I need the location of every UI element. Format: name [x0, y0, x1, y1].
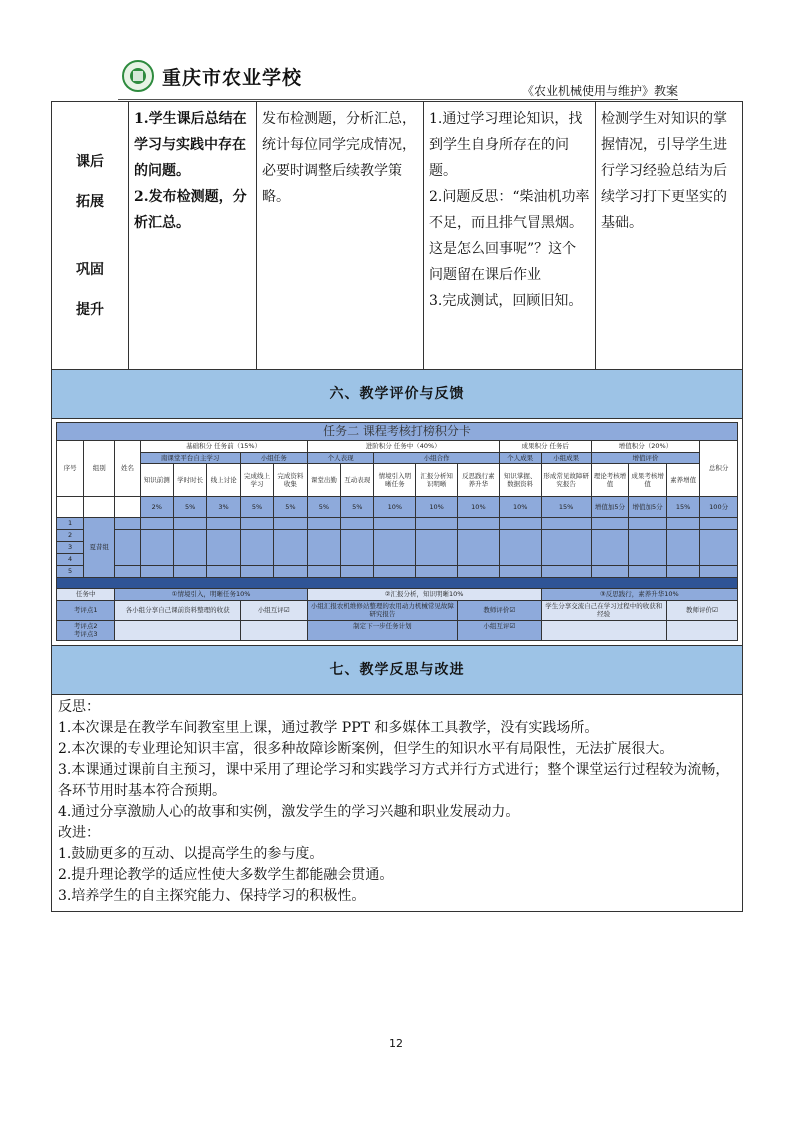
assess23-item: 小组互评☑	[458, 620, 542, 640]
divider-bar	[57, 578, 738, 589]
sub-header-self-study: 南课堂平台自主学习	[140, 452, 240, 464]
assess1-item: 教师评价☑	[458, 600, 542, 620]
group-header-basic: 基础积分 任务前（15%）	[140, 441, 307, 453]
weight-cell: 5%	[274, 497, 307, 518]
weight-cell: 3%	[207, 497, 240, 518]
course-title: 《农业机械使用与维护》教案	[521, 84, 678, 98]
weight-cell: 5%	[341, 497, 374, 518]
col-total: 总积分	[700, 441, 738, 497]
phase-1: ①情境引入，明晰任务10%	[115, 589, 307, 601]
group-header-value-added: 增值积分（20%）	[591, 441, 700, 453]
group-header-advanced: 进阶积分 任务中（40%）	[307, 441, 499, 453]
assessment-row-23	[57, 620, 738, 640]
item-col: 理论考核增值	[591, 464, 629, 497]
student-row: 5	[57, 566, 738, 578]
weight-cell: 10%	[499, 497, 541, 518]
col-index: 序号	[57, 441, 84, 497]
weight-cell: 增值加5分	[591, 497, 629, 518]
assess1-item: 学生分享交流自己在学习过程中的收获和经验	[541, 600, 666, 620]
item-col: 完成资料收集	[274, 464, 307, 497]
item-col: 情境引入明晰任务	[374, 464, 416, 497]
reflection-item: 2.本次课的专业理论知识丰富，很多种故障诊断案例，但学生的知识水平有局限性，无法扩展很大。	[58, 740, 674, 757]
student-row: 3	[57, 542, 738, 554]
header-rule	[118, 99, 678, 100]
page-number: 12	[389, 1037, 403, 1050]
weight-cell: 5%	[240, 497, 273, 518]
weights-row	[57, 497, 738, 518]
weight-cell: 10%	[374, 497, 416, 518]
sub-header-cooperation: 小组合作	[374, 452, 499, 464]
assess23-label: 考评点2 考评点3	[57, 620, 115, 640]
weight-cell: 15%	[541, 497, 591, 518]
student-row: 2	[57, 530, 738, 542]
sub-header-group-task: 小组任务	[240, 452, 307, 464]
item-col: 学时时长	[173, 464, 206, 497]
item-col: 知识前测	[140, 464, 173, 497]
teaching-content-cell: 1.学生课后总结在学习与实践中存在的问题。 2.发布检测题，分析汇总。	[129, 102, 257, 370]
phase-2: ②汇报分析，知识明晰10%	[307, 589, 541, 601]
col-name: 姓名	[115, 441, 140, 497]
section6-title: 六、教学评价与反馈	[52, 370, 743, 419]
after-class-label: 课后 拓展 巩固 提升	[52, 102, 129, 370]
group-header-outcome: 成果积分 任务后	[499, 441, 591, 453]
item-col: 反思践行素养升华	[458, 464, 500, 497]
item-col: 课堂出勤	[307, 464, 340, 497]
assess1-item: 小组互评☑	[240, 600, 307, 620]
item-col: 成果考核增值	[629, 464, 667, 497]
lesson-plan-table	[51, 101, 743, 912]
sub-header-group-result: 小组成果	[541, 452, 591, 464]
improvement-item: 1.鼓励更多的互动、以提高学生的参与度。	[58, 845, 324, 862]
weight-cell: 5%	[307, 497, 340, 518]
assess23-item: 制定下一步任务计划	[307, 620, 457, 640]
col-group: 组别	[84, 441, 115, 497]
assessment-row-1	[57, 600, 738, 620]
assess1-item: 教师评价☑	[666, 600, 737, 620]
task-phase-label: 任务中	[57, 589, 115, 601]
sub-header-personal: 个人表现	[307, 452, 374, 464]
sub-header-value-eval: 增值评价	[591, 452, 700, 464]
improvement-item: 2.提升理论教学的适应性使大多数学生都能融会贯通。	[58, 866, 394, 883]
group-name: 夏昔组	[84, 518, 115, 578]
assess1-item: 各小组分享自己课前资料整理的收获	[115, 600, 240, 620]
assess1-label: 考评点1	[57, 600, 115, 620]
item-col: 素养增值	[666, 464, 699, 497]
weight-cell: 增值加5分	[629, 497, 667, 518]
phase-3: ③反思践行，素养升华10%	[541, 589, 737, 601]
improvement-heading: 改进：	[58, 824, 100, 841]
sub-header-personal-result: 个人成果	[499, 452, 541, 464]
school-name: 重庆市农业学校	[162, 67, 303, 89]
design-intent-cell: 检测学生对知识的掌握情况，引导学生进行学习经验总结为后续学习打下更坚实的基础。	[596, 102, 743, 370]
assess1-item: 小组汇报农机维修站整理的农用动力机械常见故障研究报告	[307, 600, 457, 620]
reflection-cell	[52, 694, 743, 911]
weight-cell: 10%	[458, 497, 500, 518]
teacher-activity-cell: 发布检测题，分析汇总，统计每位同学完成情况，必要时调整后续教学策略。	[257, 102, 424, 370]
item-col: 互动表现	[341, 464, 374, 497]
scorecard-table	[56, 422, 738, 641]
student-row: 4	[57, 554, 738, 566]
weight-cell: 5%	[173, 497, 206, 518]
page-header	[0, 0, 793, 101]
student-activity-cell: 1.通过学习理论知识，找到学生自身所存在的问题。 2.问题反思：“柴油机功率不足，而且排气冒黑烟。这是怎么回事呢”？这个问题留在课后作业 3.完成测试，回顾旧知。	[424, 102, 596, 370]
item-col: 汇报分析知识明晰	[416, 464, 458, 497]
improvement-item: 3.培养学生的自主探究能力、保持学习的积极性。	[58, 887, 366, 904]
item-col: 知识掌握、数据资料	[499, 464, 541, 497]
scorecard-container	[52, 419, 743, 646]
weight-cell: 15%	[666, 497, 699, 518]
item-col: 完成线上学习	[240, 464, 273, 497]
school-emblem-icon	[122, 60, 154, 92]
after-class-row	[52, 102, 743, 370]
reflection-item: 3.本课通过课前自主预习，课中采用了理论学习和实践学习方式并行方式进行；整个课堂运行过程较为流畅，各环节用时基本符合预期。	[58, 761, 730, 799]
item-col: 形成常见故障研究报告	[541, 464, 591, 497]
reflection-item: 4.通过分享激励人心的故事和实例，激发学生的学习兴趣和职业发展动力。	[58, 803, 520, 820]
weight-cell: 10%	[416, 497, 458, 518]
section7-title: 七、教学反思与改进	[52, 645, 743, 694]
weight-cell: 2%	[140, 497, 173, 518]
page-content	[51, 101, 742, 912]
reflection-heading: 反思：	[58, 698, 100, 715]
student-row: 1 夏昔组	[57, 518, 738, 530]
scorecard-title: 任务二 课程考核打榜积分卡	[57, 423, 738, 441]
reflection-item: 1.本次课是在教学车间教室里上课，通过教学 PPT 和多媒体工具教学，没有实践场所。	[58, 719, 599, 736]
weight-cell: 100分	[700, 497, 738, 518]
task-phase-row	[57, 589, 738, 601]
item-col: 线上讨论	[207, 464, 240, 497]
